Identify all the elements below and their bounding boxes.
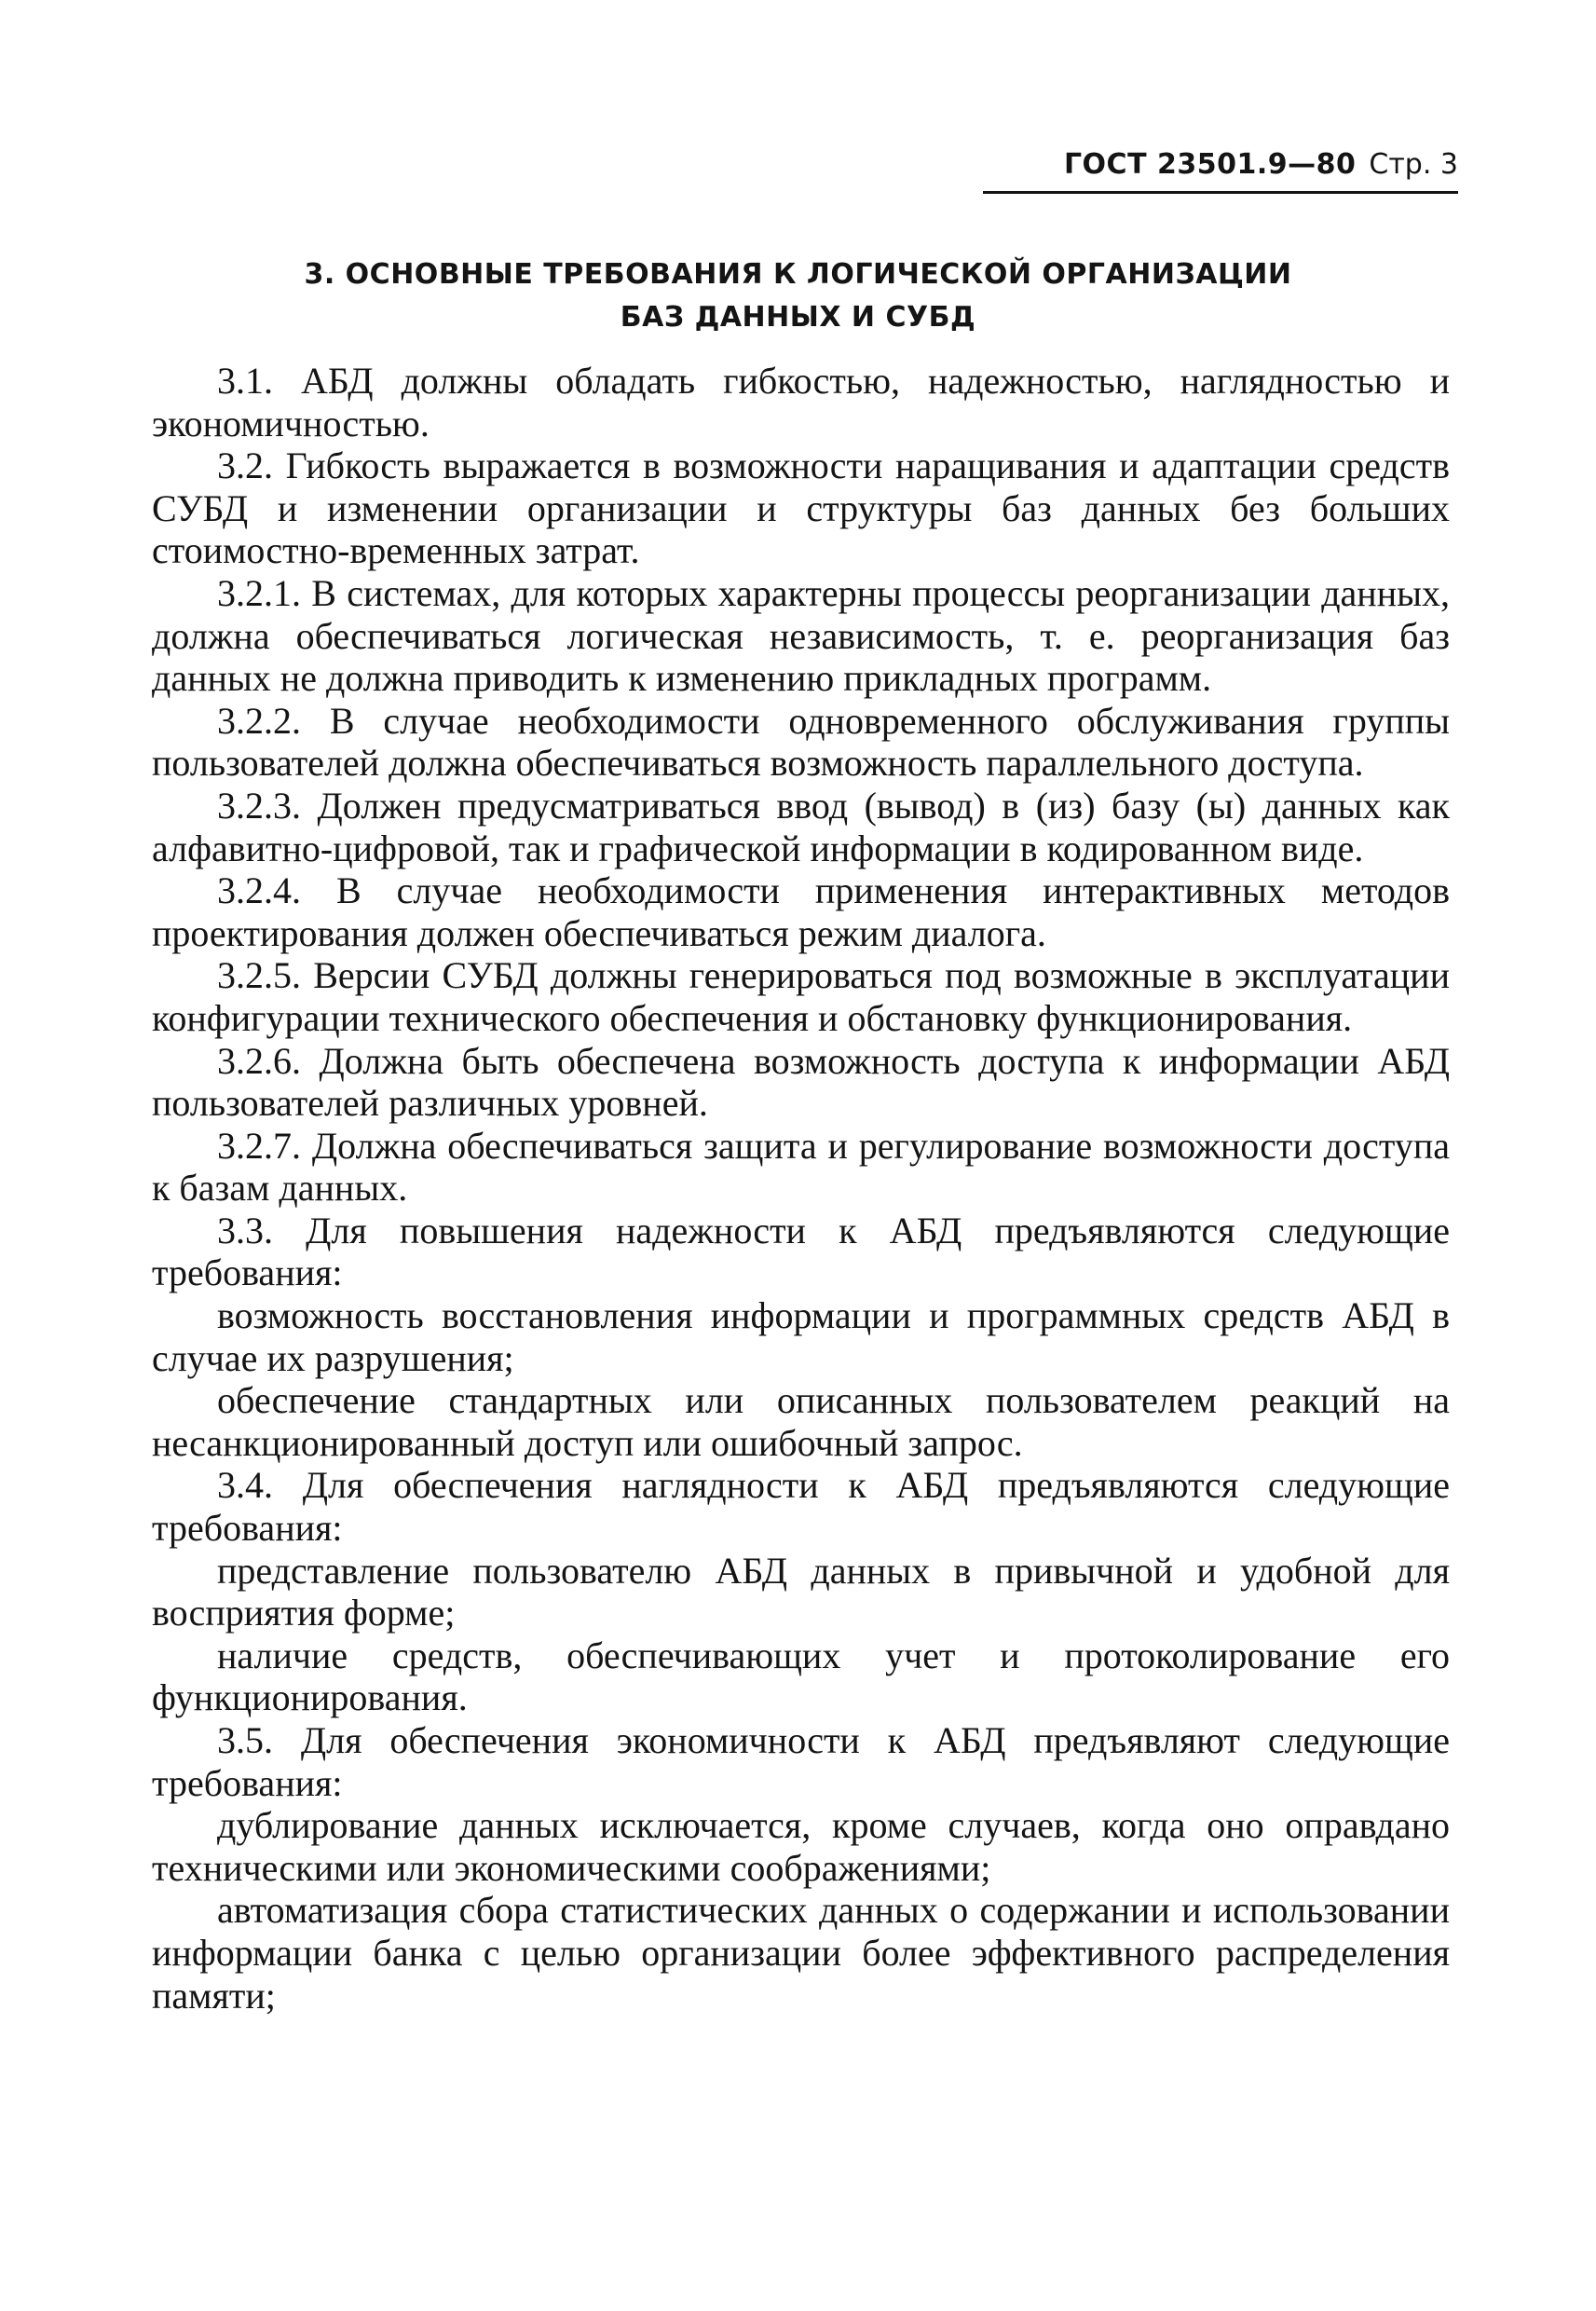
header-divider [983, 191, 1458, 194]
document-code: ГОСТ 23501.9—80 [1063, 148, 1357, 181]
paragraph-3-2-4: 3.2.4. В случае необходимости применения интерактивных методов проектирования должен обеспечиваться режим диалога. [152, 869, 1450, 954]
document-body [152, 360, 1450, 2017]
section-title-line-2: БАЗ ДАННЫХ И СУБД [620, 301, 976, 334]
paragraph-3-2-6: 3.2.6. Должна быть обеспечена возможность доступа к информации АБД пользователей различных уровней. [152, 1039, 1450, 1125]
paragraph-3-5: 3.5. Для обеспечения экономичности к АБД предъявляют следующие требования: [152, 1719, 1450, 1804]
paragraph-3-2-5: 3.2.5. Версии СУБД должны генерироваться под возможные в эксплуатации конфигурации технического обеспечения и обстановку функционирования. [152, 954, 1450, 1039]
paragraph-3-4: 3.4. Для обеспечения наглядности к АБД предъявляются следующие требования: [152, 1464, 1450, 1550]
page-header [983, 149, 1458, 201]
list-item-reactions: обеспечение стандартных или описанных пользователем реакций на несанкционированный доступ или ошибочный запрос. [152, 1379, 1450, 1464]
header-line [983, 149, 1458, 180]
page-number: Стр. 3 [1369, 148, 1458, 181]
paragraph-3-2-2: 3.2.2. В случае необходимости одновременного обслуживания группы пользователей должна обеспечиваться возможность параллельного доступа. [152, 699, 1450, 785]
section-title [149, 253, 1447, 339]
list-item-presentation: представление пользователю АБД данных в привычной и удобной для восприятия форме; [152, 1549, 1450, 1634]
section-title-line-1: 3. ОСНОВНЫЕ ТРЕБОВАНИЯ К ЛОГИЧЕСКОЙ ОРГАНИЗАЦИИ [304, 258, 1292, 291]
list-item-duplication: дублирование данных исключается, кроме случаев, когда оно оправдано техническими или экономическими соображениями; [152, 1804, 1450, 1889]
paragraph-3-2-1: 3.2.1. В системах, для которых характерны процессы реорганизации данных, должна обеспечиваться логическая независимость, т. е. реорганизация баз данных не должна приводить к изменению прикладных программ. [152, 571, 1450, 700]
list-item-logging: наличие средств, обеспечивающих учет и протоколирование его функционирования. [152, 1634, 1450, 1719]
list-item-recovery: возможность восстановления информации и программных средств АБД в случае их разрушения; [152, 1294, 1450, 1379]
paragraph-3-2-7: 3.2.7. Должна обеспечиваться защита и регулирование возможности доступа к базам данных. [152, 1124, 1450, 1210]
paragraph-3-2: 3.2. Гибкость выражается в возможности наращивания и адаптации средств СУБД и изменении организации и структуры баз данных без больших стоимостно-временных затрат. [152, 444, 1450, 572]
paragraph-3-2-3: 3.2.3. Должен предусматриваться ввод (вывод) в (из) базу (ы) данных как алфавитно-цифровой, так и графической информации в кодированном виде. [152, 784, 1450, 869]
paragraph-3-1: 3.1. АБД должны обладать гибкостью, надежностью, наглядностью и экономичностью. [152, 360, 1450, 444]
paragraph-3-3: 3.3. Для повышения надежности к АБД предъявляются следующие требования: [152, 1209, 1450, 1294]
list-item-statistics: автоматизация сбора статистических данных о содержании и использовании информации банка с целью организации более эффективного распределения памяти; [152, 1889, 1450, 2017]
